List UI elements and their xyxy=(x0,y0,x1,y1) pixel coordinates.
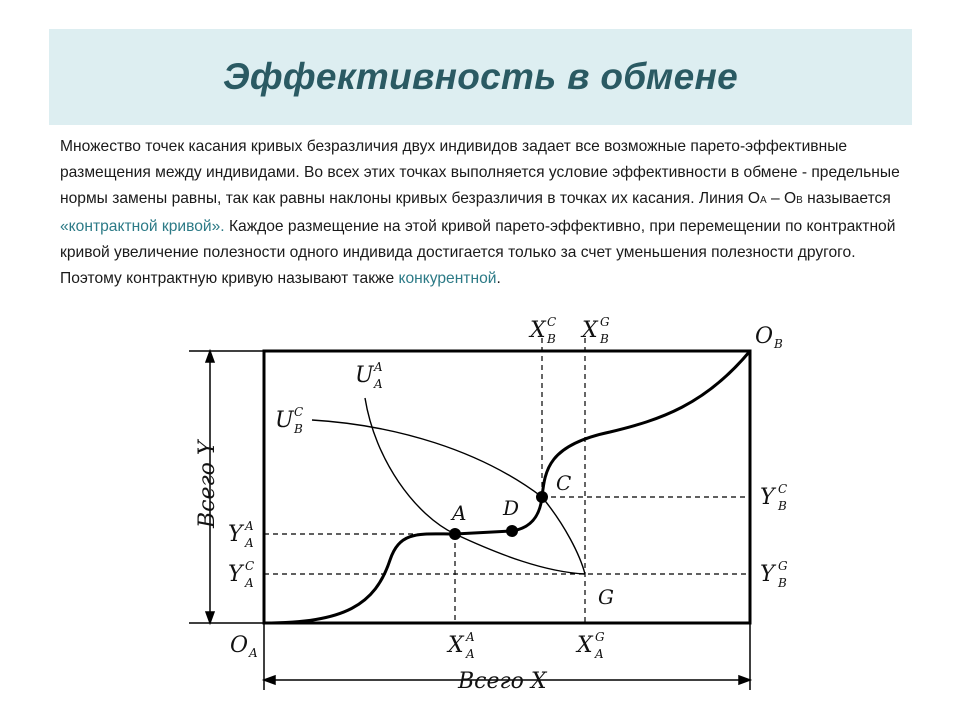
y-right-g-sup: G xyxy=(778,559,788,573)
y-right-c-label xyxy=(760,482,787,513)
y-left-a-sup: A xyxy=(245,519,254,533)
total-x-arrow-right xyxy=(739,676,750,684)
page-title: Эффективность в обмене xyxy=(222,56,739,97)
total-y-arrow-up xyxy=(206,351,214,362)
total-y-label: Всего Y xyxy=(195,440,220,528)
origin-b-main: O xyxy=(755,324,774,349)
paragraph-part-2: называется xyxy=(802,190,891,207)
point-a-marker xyxy=(449,528,461,540)
edgeworth-box xyxy=(264,351,750,623)
x-top-g-label xyxy=(580,315,610,346)
x-top-g-sup: G xyxy=(600,315,610,329)
y-right-g-main: Y xyxy=(760,562,775,587)
indifference-curve-ua xyxy=(365,398,585,574)
subscript-a: А xyxy=(760,195,767,206)
origin-b-label xyxy=(755,324,783,351)
x-bottom-a-sub: A xyxy=(466,647,475,661)
x-bottom-a-label xyxy=(446,630,475,661)
total-x-arrow-left xyxy=(264,676,275,684)
paragraph-part-1: Множество точек касания кривых безразличия двух индивидов задает все возможные парето-эффективные размещения между индивидами. Во всех этих точках выполняется условие эффективности в обмене - предельные нормы замены равны, так как равны наклоны кривых безразличия в точках их касания. Линия О xyxy=(60,138,900,207)
curve-ua-main: U xyxy=(355,363,374,388)
x-bottom-a-sup: A xyxy=(466,630,475,644)
x-top-g-sub: B xyxy=(600,332,609,346)
paragraph-part-4: . xyxy=(496,270,501,287)
point-g-label: G xyxy=(598,585,614,609)
total-y-arrow-down xyxy=(206,612,214,623)
curve-ua-sub: A xyxy=(374,377,383,391)
x-bottom-g-sub: A xyxy=(595,647,604,661)
y-right-c-sub: B xyxy=(778,499,787,513)
curve-ub-label xyxy=(275,405,303,436)
y-left-c-label xyxy=(228,559,254,590)
x-bottom-g-main: X xyxy=(577,633,593,658)
curve-ub-main: U xyxy=(275,408,294,433)
y-left-a-sub: A xyxy=(245,536,254,550)
contract-curve xyxy=(264,351,750,623)
y-right-c-sup: C xyxy=(778,482,788,496)
y-right-c-main: Y xyxy=(760,485,775,510)
subscript-b: В xyxy=(796,195,803,206)
x-bottom-g-label xyxy=(575,630,605,661)
paragraph-part-3: Каждое размещение на этой кривой парето-эффективно, при перемещении по контрактной кривой увеличение полезности одного индивида достигается только за счет уменьшения полезности другого. Поэтому контрактную кривую называют также xyxy=(60,218,896,287)
y-left-c-sup: C xyxy=(245,559,255,573)
origin-b-sub: B xyxy=(774,337,783,351)
x-bottom-a-main: X xyxy=(448,633,464,658)
y-right-g-label xyxy=(760,559,788,590)
point-d-marker xyxy=(506,525,518,537)
y-left-c-sub: A xyxy=(245,576,254,590)
x-top-g-main: X xyxy=(582,318,598,343)
curve-ua-label xyxy=(355,360,383,391)
paragraph-dash: – О xyxy=(766,190,797,207)
total-x-label: Всего X xyxy=(458,669,547,694)
x-top-c-main: X xyxy=(530,318,546,343)
origin-a-label xyxy=(230,633,258,660)
x-bottom-g-sup: G xyxy=(595,630,605,644)
point-a-label: A xyxy=(452,501,467,525)
point-d-label: D xyxy=(503,496,520,520)
curve-ub-sub: B xyxy=(294,422,303,436)
point-c-label: C xyxy=(556,471,572,495)
term-contract-curve: «контрактной кривой». xyxy=(60,218,225,235)
term-competitive-curve: конкурентной xyxy=(398,270,497,287)
curve-ub-sup: C xyxy=(294,405,304,419)
x-top-c-sup: C xyxy=(547,315,557,329)
y-left-a-main: Y xyxy=(228,522,243,547)
x-top-c-label xyxy=(528,315,556,346)
point-c-marker xyxy=(536,491,548,503)
y-left-a-label xyxy=(228,519,254,550)
origin-a-main: O xyxy=(230,633,249,658)
origin-a-sub: A xyxy=(249,646,258,660)
curve-ua-sup: A xyxy=(374,360,383,374)
y-right-g-sub: B xyxy=(778,576,787,590)
y-left-c-main: Y xyxy=(228,562,243,587)
x-top-c-sub: B xyxy=(547,332,556,346)
